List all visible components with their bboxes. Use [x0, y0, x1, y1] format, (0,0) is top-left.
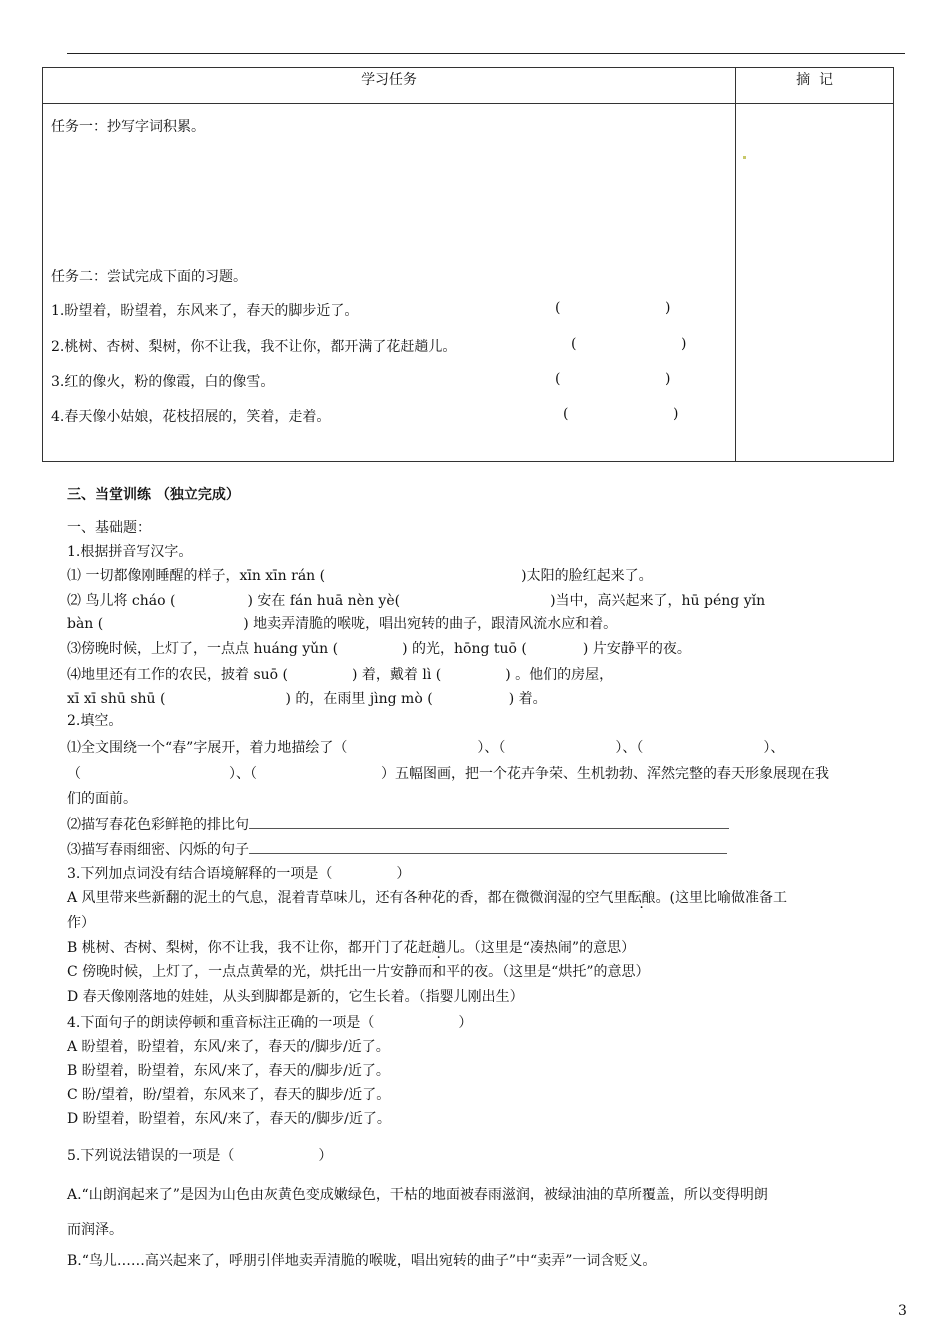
q1-item-4-e: ) 的，在雨里 jìng mò ( [285, 691, 433, 707]
q1-item-4-c: ) 。他们的房屋， [505, 667, 614, 683]
answer-line [249, 814, 729, 829]
q1-item-1 [67, 566, 653, 586]
q4-title-b: ） [458, 1015, 473, 1031]
q2-item-1-a: ⑴全文围绕一个“春”字展开，着力地描绘了（ [67, 740, 348, 756]
task1-title: 任务一：抄写字词积累。 [51, 119, 205, 135]
q1-item-2-b: ) 安在 fán huā nèn yè( [247, 593, 401, 609]
q2-item-2-text: ⑵描写春花色彩鲜艳的排比句 [67, 817, 249, 833]
q1-item-2-c: )当中，高兴起来了，hū péng yǐn [550, 593, 766, 609]
q1-item-2-e: ) 地卖弄清脆的喉咙，唱出宛转的曲子，跟清风流水应和着。 [243, 616, 618, 632]
q2-item-1-b: ）、（ [477, 740, 506, 756]
answer-paren-close-4: ) [673, 406, 679, 422]
q1-item-2-a: ⑵ 鸟儿将 cháo ( [67, 593, 176, 609]
q2-title: 2.填空。 [67, 713, 123, 729]
q2-item-1-e: （ [67, 766, 81, 782]
q3-option-b-note: 。（这里是“凑热闹”的意思） [459, 940, 636, 956]
q3-option-b-text: B 桃树、杏树、梨树，你不让我，我不让你，都开门了花 [67, 940, 418, 956]
page-number: 3 [898, 1303, 907, 1319]
q5-title-b: ） [318, 1148, 333, 1164]
q3-option-a-cont: 作） [67, 915, 95, 931]
header-notes-cell [736, 68, 894, 104]
task-cell [43, 104, 736, 462]
task2-item-3: 3.红的像火，粉的像霞，白的像雪。 [51, 374, 275, 390]
q2-item-1-end: 们的面前。 [67, 791, 137, 807]
q3-option-c: C 傍晚时候，上灯了，一点点黄晕的光，烘托出一片安静而和平的夜。（这里是“烘托”的意思） [67, 964, 650, 980]
header-notes: 摘 记 [796, 72, 834, 88]
q3-option-d: D 春天像刚落地的娃娃，从头到脚都是新的，它生长着。（指婴儿刚出生） [67, 989, 524, 1005]
notes-cell [736, 104, 894, 462]
q2-item-3 [67, 839, 727, 860]
q1-item-4 [67, 665, 613, 685]
q1-item-4-a: ⑷地里还有工作的农民，披着 suō ( [67, 667, 288, 683]
q1-item-1-a: ⑴ 一切都像刚睡醒的样子，xīn xīn rán ( [67, 568, 326, 584]
basic-heading: 一、基础题： [67, 520, 151, 536]
q4-option-a: A 盼望着，盼望着，东风/来了，春天的/脚步/近了。 [67, 1039, 390, 1055]
q1-item-1-b: )太阳的脸红起来了。 [521, 568, 653, 584]
q3-option-a-emphasis: 酝酿 [627, 890, 656, 906]
answer-paren-open-1: ( [555, 300, 561, 316]
header-task: 学习任务 [361, 72, 418, 88]
q3-option-b-emphasis: 赶趟儿 [417, 940, 460, 956]
q4-option-c: C 盼/望着，盼/望着，东风来了，春天的脚步/近了。 [67, 1087, 391, 1103]
top-rule [67, 53, 905, 54]
stray-mark [743, 156, 746, 159]
q3-option-b [67, 938, 635, 958]
q2-item-1-cont [67, 764, 829, 784]
q2-item-1 [67, 738, 784, 758]
q2-item-1-c: ）、（ [615, 740, 644, 756]
task2-item-4: 4.春天像小姑娘，花枝招展的，笑着，走着。 [51, 409, 331, 425]
task2-item-2: 2.桃树、杏树、梨树，你不让我，我不让你，都开满了花赶趟儿。 [51, 339, 457, 355]
task2-item-1: 1.盼望着，盼望着，东风来了，春天的脚步近了。 [51, 303, 359, 319]
q4-title-a: 4.下面句子的朗读停顿和重音标注正确的一项是（ [67, 1015, 375, 1031]
q5-option-a: A.“山朗润起来了”是因为山色由灰黄色变成嫩绿色，干枯的地面被春雨滋润，被绿油油的草所覆盖，所以变得明朗 [67, 1187, 768, 1203]
q2-item-3-text: ⑶描写春雨细密、闪烁的句子 [67, 842, 249, 858]
header-task-cell [43, 68, 736, 104]
q4-title [67, 1013, 472, 1033]
q1-item-2-d: bàn ( [67, 616, 104, 632]
q3-title-a: 3.下列加点词没有结合语境解释的一项是（ [67, 866, 333, 882]
q2-item-1-g: ）五幅图画，把一个花卉争荣、生机勃勃、浑然完整的春天形象展现在我 [381, 766, 829, 782]
answer-paren-open-2: ( [571, 336, 577, 352]
q1-item-3-b: ) 的光，hōng tuō ( [402, 641, 527, 657]
q3-title-b: ） [396, 866, 411, 882]
q4-option-d: D 盼望着，盼望着，东风/来了，春天的/脚步/近了。 [67, 1111, 391, 1127]
q1-item-4-f: ) 着。 [508, 691, 547, 707]
q5-option-b: B.“鸟儿……高兴起来了，呼朋引伴地卖弄清脆的喉咙，唱出宛转的曲子”中“卖弄”一词含贬义。 [67, 1253, 657, 1269]
answer-paren-close-3: ) [665, 371, 671, 387]
q1-item-3-c: ) 片安静平的夜。 [582, 641, 691, 657]
q1-item-2 [67, 591, 765, 611]
answer-paren-close-1: ) [665, 300, 671, 316]
q4-option-b: B 盼望着，盼望着，东风/来了，春天的/脚步/近了。 [67, 1063, 390, 1079]
q2-item-1-d: ）、 [763, 740, 785, 756]
answer-paren-open-3: ( [555, 371, 561, 387]
q5-option-a-cont: 而润泽。 [67, 1222, 123, 1238]
q3-option-a [67, 888, 787, 908]
q1-item-4-d: xī xī shū shū ( [67, 691, 166, 707]
task-table [42, 67, 894, 462]
q2-item-2 [67, 814, 729, 835]
answer-paren-open-4: ( [563, 406, 569, 422]
q1-item-3-a: ⑶傍晚时候，上灯了，一点点 huáng yǔn ( [67, 641, 339, 657]
q1-item-4-cont [67, 689, 547, 709]
q5-title-a: 5.下列说法错误的一项是（ [67, 1148, 235, 1164]
q1-item-3 [67, 639, 691, 659]
q2-item-1-f: ）、（ [229, 766, 257, 782]
answer-line [249, 839, 727, 854]
q3-option-a-note: 。(这里比喻做准备工 [655, 890, 788, 906]
answer-paren-close-2: ) [681, 336, 687, 352]
q1-item-2-cont [67, 614, 617, 634]
q3-title [67, 864, 410, 884]
task2-title: 任务二：尝试完成下面的习题。 [51, 269, 247, 285]
q1-title: 1.根据拼音写汉字。 [67, 544, 193, 560]
q1-item-4-b: ) 着，戴着 lì ( [352, 667, 442, 683]
q5-title [67, 1146, 332, 1166]
section3-heading: 三、当堂训练 （独立完成） [67, 487, 240, 503]
q3-option-a-text: A 风里带来些新翻的泥土的气息，混着青草味儿，还有各种花的香，都在微微润湿的空气里 [67, 890, 628, 906]
